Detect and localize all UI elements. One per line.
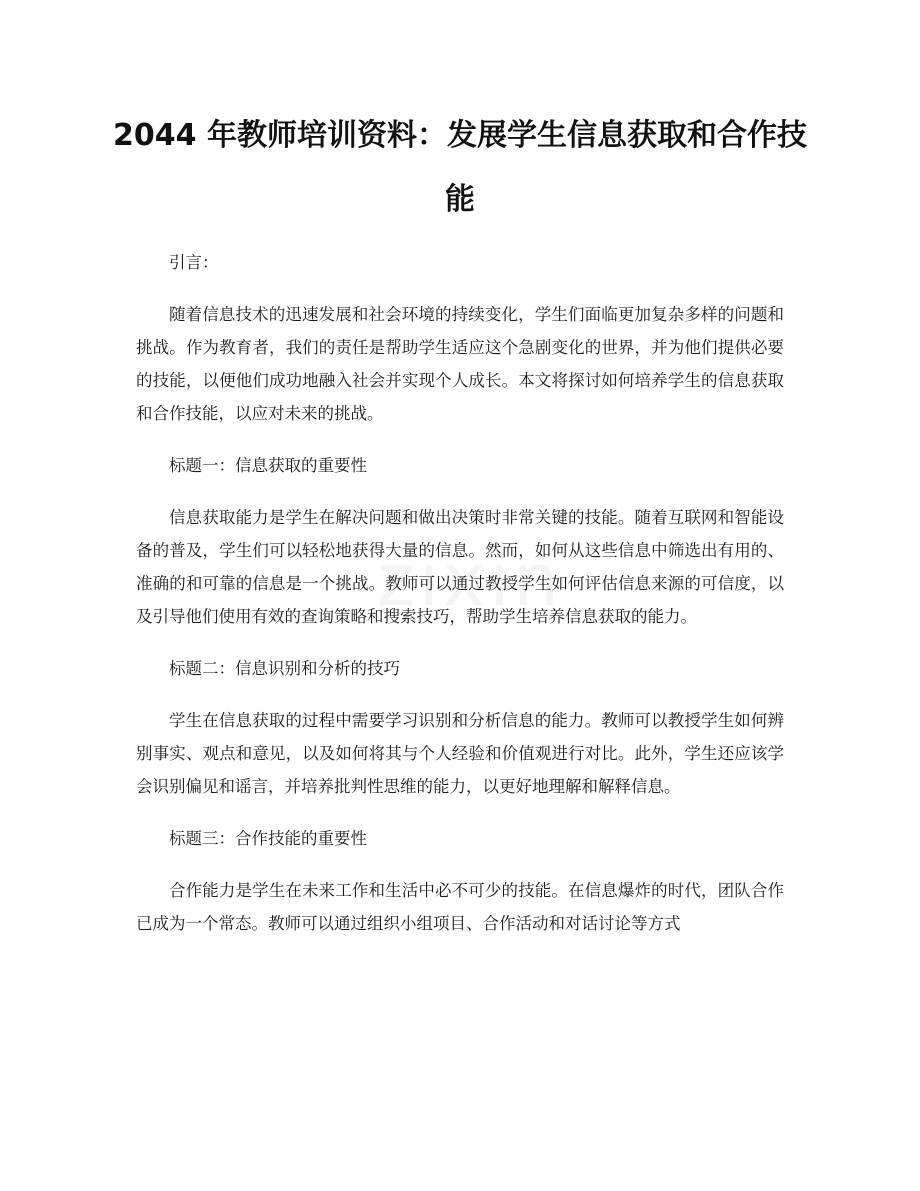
section-paragraph-3: 合作能力是学生在未来工作和生活中必不可少的技能。在信息爆炸的时代，团队合作已成为一个常态。教师可以通过组织小组项目、合作活动和对话讨论等方式 bbox=[136, 881, 784, 933]
document-title: 2044 年教师培训资料：发展学生信息获取和合作技能 bbox=[113, 118, 807, 217]
section-paragraph-1: 信息获取能力是学生在解决问题和做出决策时非常关键的技能。随着互联网和智能设备的普及，学生们可以轻松地获得大量的信息。然而，如何从这些信息中筛选出有用的、准确的和可靠的信息是一个挑战。教师可以通过教授学生如何评估信息来源的可信度，以及引导他们使用有效的查询策略和搜索技巧，帮助学生培养信息获取的能力。 bbox=[136, 508, 784, 626]
watermark-logo: zixin bbox=[376, 538, 564, 622]
intro-label: 引言： bbox=[169, 253, 219, 272]
section-heading-1: 标题一：信息获取的重要性 bbox=[169, 456, 367, 475]
intro-paragraph: 随着信息技术的迅速发展和社会环境的持续变化，学生们面临更加复杂多样的问题和挑战。作为教育者，我们的责任是帮助学生适应这个急剧变化的世界，并为他们提供必要的技能，以便他们成功地融入社会并实现个人成长。本文将探讨如何培养学生的信息获取和合作技能，以应对未来的挑战。 bbox=[136, 305, 784, 423]
section-heading-2: 标题二：信息识别和分析的技巧 bbox=[169, 659, 400, 678]
document-body bbox=[136, 246, 784, 959]
section-paragraph-2: 学生在信息获取的过程中需要学习识别和分析信息的能力。教师可以教授学生如何辨别事实、观点和意见，以及如何将其与个人经验和价值观进行对比。此外，学生还应该学会识别偏见和谣言，并培养批判性思维的能力，以更好地理解和解释信息。 bbox=[136, 711, 784, 796]
section-heading-3: 标题三：合作技能的重要性 bbox=[169, 829, 367, 848]
